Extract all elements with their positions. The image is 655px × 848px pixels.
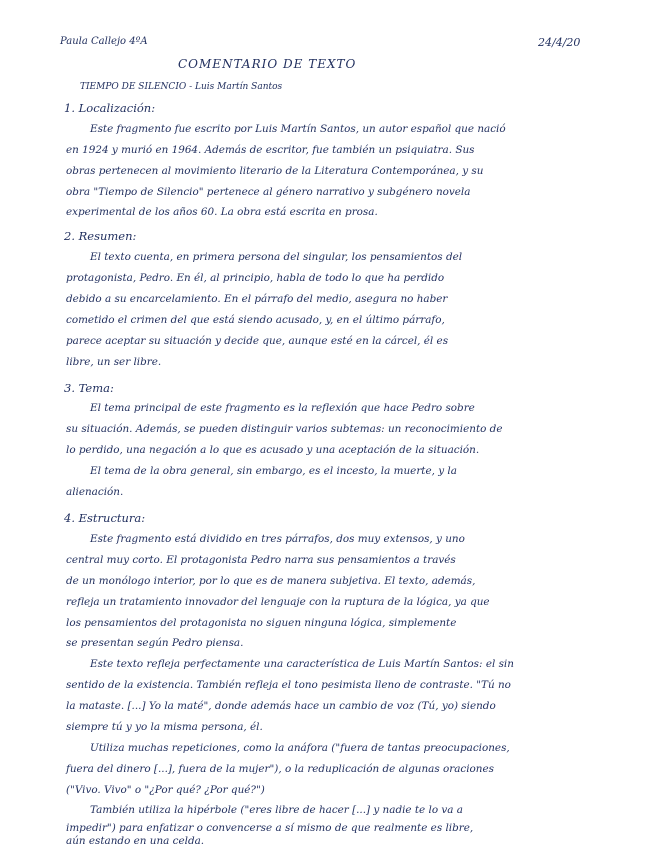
text-line: la mataste. [...] Yo la maté", donde además hace un cambio de voz (Tú, yo) siendo	[66, 700, 496, 712]
section-heading: 2. Resumen:	[64, 229, 137, 243]
text-line: sentido de la existencia. También refleja el tono pesimista lleno de contraste. "Tú no	[66, 679, 511, 691]
text-line: experimental de los años 60. La obra está escrita en prosa.	[66, 206, 378, 218]
section-heading: 1. Localización:	[64, 101, 156, 115]
text-line: protagonista, Pedro. En él, al principio, habla de todo lo que ha perdido	[66, 272, 445, 284]
text-line: central muy corto. El protagonista Pedro narra sus pensamientos a través	[66, 554, 456, 566]
text-line: libre, un ser libre.	[66, 356, 162, 368]
section-heading: 4. Estructura:	[64, 511, 146, 525]
text-line: aún estando en una celda.	[66, 835, 205, 847]
text-line: debido a su encarcelamiento. En el párrafo del medio, asegura no haber	[66, 293, 448, 305]
author-line: Paula Callejo 4ºA	[60, 36, 148, 47]
text-line: También utiliza la hipérbole ("eres libre de hacer [...] y nadie te lo va a	[90, 804, 463, 816]
text-line: siempre tú y yo la misma persona, él.	[66, 721, 263, 733]
text-line: lo perdido, una negación a lo que es acusado y una aceptación de la situación.	[66, 444, 480, 456]
text-line: El texto cuenta, en primera persona del singular, los pensamientos del	[90, 251, 463, 263]
text-line: ("Vivo. Vivo" o "¿Por qué? ¿Por qué?")	[66, 784, 265, 796]
text-line: Este fragmento fue escrito por Luis Martín Santos, un autor español que nació	[90, 123, 506, 135]
text-line: parece aceptar su situación y decide que, aunque esté en la cárcel, él es	[66, 335, 449, 347]
text-line: su situación. Además, se pueden distinguir varios subtemas: un reconocimiento de	[66, 423, 503, 435]
text-line: los pensamientos del protagonista no siguen ninguna lógica, simplemente	[66, 617, 457, 629]
section-heading: 3. Tema:	[64, 381, 114, 395]
text-line: Utiliza muchas repeticiones, como la anáfora ("fuera de tantas preocupaciones,	[90, 742, 510, 754]
text-line: obras pertenecen al movimiento literario de la Literatura Contemporánea, y su	[66, 165, 484, 177]
text-line: El tema de la obra general, sin embargo, es el incesto, la muerte, y la	[90, 465, 457, 477]
page-subtitle: TIEMPO DE SILENCIO - Luis Martín Santos	[80, 82, 283, 92]
page-title: COMENTARIO DE TEXTO	[178, 57, 357, 71]
text-line: alienación.	[66, 486, 124, 498]
text-line: obra "Tiempo de Silencio" pertenece al género narrativo y subgénero novela	[66, 186, 471, 198]
date: 24/4/20	[538, 36, 581, 49]
text-line: refleja un tratamiento innovador del lenguaje con la ruptura de la lógica, ya que	[66, 596, 490, 608]
text-line: impedir") para enfatizar o convencerse a sí mismo de que realmente es libre,	[66, 822, 474, 834]
text-line: El tema principal de este fragmento es la reflexión que hace Pedro sobre	[90, 402, 475, 414]
text-line: Este fragmento está dividido en tres párrafos, dos muy extensos, y uno	[90, 533, 465, 545]
text-line: fuera del dinero [...], fuera de la mujer"), o la reduplicación de algunas oraciones	[66, 763, 494, 775]
text-line: de un monólogo interior, por lo que es de manera subjetiva. El texto, además,	[66, 575, 476, 587]
text-line: cometido el crimen del que está siendo acusado, y, en el último párrafo,	[66, 314, 445, 326]
text-line: en 1924 y murió en 1964. Además de escritor, fue también un psiquiatra. Sus	[66, 144, 475, 156]
text-line: Este texto refleja perfectamente una característica de Luis Martín Santos: el sin	[90, 658, 514, 670]
text-line: se presentan según Pedro piensa.	[66, 637, 244, 649]
